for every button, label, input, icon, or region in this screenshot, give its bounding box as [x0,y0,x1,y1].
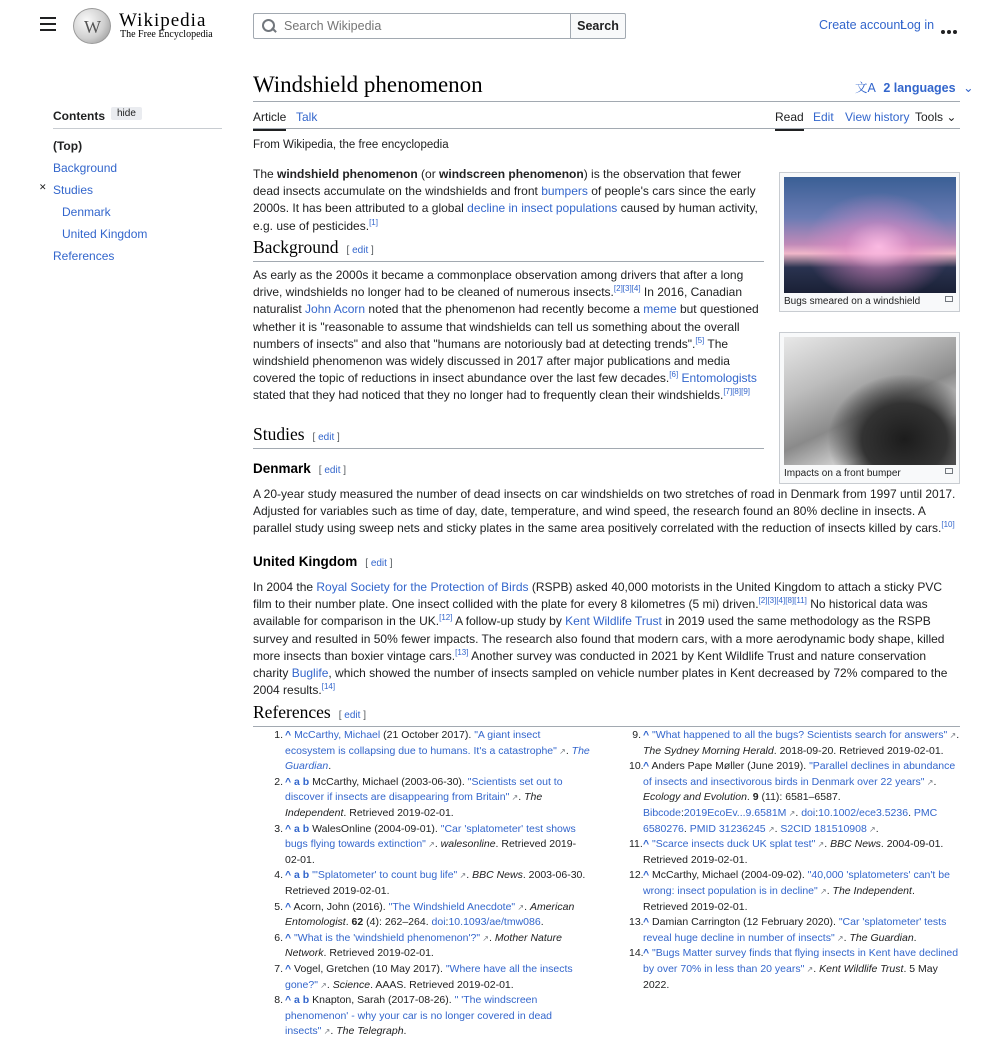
tabs-divider [253,128,960,129]
bibcode-link[interactable]: 2019EcoEv...9.6581M ↗ [684,807,795,819]
entomologists-link[interactable]: Entomologists [681,371,757,386]
reference-link[interactable]: "Scarce insects duck UK splat test" ↗ [649,838,824,850]
section-heading-united-kingdom: United Kingdom [ edit ] [253,554,393,569]
figure-caption: Bugs smeared on a windshield [784,296,955,307]
author-link[interactable]: McCarthy, Michael [294,729,381,741]
section-heading-references: References [ edit ] [253,702,960,727]
backlink[interactable]: ^ [285,729,292,741]
citation-link[interactable]: [6] [669,370,679,380]
toc-item-top[interactable]: (Top) [53,139,83,153]
citation-link[interactable]: [5] [695,335,705,345]
reference-item: 14. ^ "Bugs Matter survey finds that flying insects in Kent have declined by over 70% in less than 20 years" ↗ . Kent Wildlife Trust. 5 May 2022. [643,946,960,993]
search-icon [262,19,276,33]
reference-link[interactable]: "'Splatometer' to count bug life" ↗ [309,869,466,881]
reference-item: 11. ^ "Scarce insects duck UK splat test" ↗ . BBC News. 2004-09-01. Retrieved 2019-02-01. [643,837,960,868]
doi-label-link[interactable]: doi [801,806,816,819]
reference-link[interactable]: "The Windshield Anecdote" ↗ [389,901,524,913]
figure-bumper[interactable] [779,332,960,484]
language-icon: 文A [855,81,876,95]
background-paragraph: As early as the 2000s it became a commonplace observation among drivers that after a long drive, windshields no longer had to be cleaned of numerous insects.[2][3][4] In 2016, Canadian naturalist John Acorn noted that the phenomenon had recently become a meme but questioned whether it is "reasonable to assume that windshields can tell us something about the overall numbers of insects" and also that "humans are notoriously bad at detecting trends".[5] The windshield phenomenon was widely discussed in 2017 after major publications and media covered the topic of reductions in insect abundance over the last few decades.[6] Entomologists stated that they had noticed that they no longer had to frequently clean their windshields.[7][8][9] [253,268,759,403]
edit-link[interactable]: edit [352,245,369,256]
citation-link[interactable]: [13] [455,647,469,657]
wikipedia-globe-logo[interactable] [73,8,111,44]
john-acorn-link[interactable]: John Acorn [305,302,366,317]
search-input[interactable] [282,18,562,34]
toc-hide-button[interactable]: hide [111,107,142,120]
tools-label: Tools [915,110,944,124]
reference-item: 12. ^ McCarthy, Michael (2004-09-02). "40,000 'splatometers' can't be wrong: insect population is in decline" ↗ . The Independent. Retrieved 2019-02-01. [643,868,960,915]
citation-link[interactable]: [14] [321,682,336,692]
uk-paragraph: In 2004 the Royal Society for the Protection of Birds (RSPB) asked 40,000 motorists in the United Kingdom to attach a sticky PVC film to their number plate. One insect collided with the plate for every 8 kilometres (5 mi) driven.[2][3][4][8][11] No historical data was available for comparison in the UK.[12] A follow-up study by Kent Wildlife Trust in 2019 used the same methodology as the RSPB survey and resulted in 50% fewer impacts. The research also found that modern cars, with a more aerodynamic body shape, killed more insects than boxier vintage cars.[13] Another survey was conducted in 2021 by Kent Wildlife Trust and nature conservation charity Buglife, which showed the number of insects sampled on vehicle number plates in Kent decreased by 72% compared to the 2004 results.[14] [253,580,948,698]
toc-item-background[interactable]: Background [53,161,118,175]
section-heading-denmark: Denmark [ edit ] [253,461,347,476]
buglife-link[interactable]: Buglife [291,666,329,681]
reference-item: 9. ^ "What happened to all the bugs? Scientists search for answers" ↗ . The Sydney Morning Herald. 2018-09-20. Retrieved 2019-02-01. [643,728,960,759]
enlarge-icon[interactable] [945,296,953,302]
s2cid-label-link[interactable]: S2CID [780,822,812,835]
reference-link[interactable]: "Car 'splatometer' test shows bugs flying towards extinction" ↗ [285,823,576,851]
insect-decline-link[interactable]: decline in insect populations [467,201,618,216]
windshield-image[interactable] [784,177,956,293]
search-button[interactable]: Search [570,13,626,39]
reference-link[interactable]: " 'The windscreen phenomenon' - why your car is no longer covered in dead insects" ↗ [285,994,552,1037]
backlink[interactable]: ^ a b [285,869,310,882]
reference-link[interactable]: "Where have all the insects gone?" ↗ [285,963,573,991]
bumpers-link[interactable]: bumpers [541,184,588,199]
tab-talk[interactable]: Talk [296,110,318,124]
references-list-left [274,728,590,1040]
toc-item-united-kingdom[interactable]: United Kingdom [62,227,148,241]
toc-item-references[interactable]: References [53,249,115,263]
reference-link[interactable]: "What is the 'windshield phenomenon'?" ↗ [291,932,489,944]
tab-article[interactable]: Article [253,110,286,131]
toc-item-denmark[interactable]: Denmark [62,205,111,219]
citation-link[interactable]: [1] [369,217,378,227]
reference-item: 8. ^ a b Knapton, Sarah (2017-08-26). " 'The windscreen phenomenon' - why your car is no longer covered in dead insects" ↗ . The Telegraph. [285,993,590,1040]
figure-caption: Impacts on a front bumper [784,468,955,479]
rspb-link[interactable]: Royal Society for the Protection of Birds [316,580,529,594]
create-account-link[interactable]: Create account [819,18,904,32]
backlink[interactable]: ^ [643,729,650,741]
page-title: Windshield phenomenon [253,72,483,97]
backlink[interactable]: ^ [643,916,650,929]
doi-link[interactable]: 10.1093/ae/tmw086 [448,916,541,929]
backlink[interactable]: ^ [643,838,650,851]
pmid-link[interactable]: 31236245 ↗ [719,823,775,835]
reference-item: 3. ^ a b WalesOnline (2004-09-01). "Car 'splatometer' test shows bugs flying towards extinction" ↗ . walesonline. Retrieved 2019-02-01. [285,822,590,869]
section-heading-background: Background [ edit ] [253,237,764,262]
backlink[interactable]: ^ a b [285,822,310,835]
section-heading-studies: Studies [ edit ] [253,424,764,449]
toc-divider [53,128,222,129]
backlink[interactable]: ^ a b [285,994,310,1007]
main-menu-icon[interactable] [40,17,56,31]
tab-tools[interactable] [915,110,956,124]
reference-item: 13. ^ Damian Carrington (12 February 2020). "Car 'splatometer' tests reveal huge decline in number of insects" ↗ . The Guardian. [643,915,960,946]
more-options-icon[interactable] [941,23,959,37]
log-in-link[interactable]: Log in [900,18,935,32]
pmid-label-link[interactable]: PMID [689,822,716,835]
references-list-right [629,728,960,993]
edit-link[interactable]: edit [344,710,361,721]
edit-link[interactable]: edit [318,432,335,443]
reference-item: 4. ^ a b "'Splatometer' to count bug life" ↗ . BBC News. 2003-06-30. Retrieved 2019-02-01. [285,868,590,899]
meme-link[interactable]: meme [643,302,677,317]
citation-link[interactable]: [12] [439,613,453,623]
reference-link[interactable]: "40,000 'splatometers' can't be wrong: insect population is in decline" ↗ [643,869,950,897]
edit-link[interactable]: edit [324,465,341,476]
reference-item: 7. ^ Vogel, Gretchen (10 May 2017). "Where have all the insects gone?" ↗ . Science. AAAS. Retrieved 2019-02-01. [285,962,590,993]
citation-link[interactable]: [2][3][4][8][11] [758,596,807,606]
toc-expand-icon[interactable]: ✕ [39,182,47,192]
bibcode-label-link[interactable]: Bibcode [643,806,681,819]
figure-windshield[interactable] [779,172,960,312]
reference-item: 6. ^ "What is the 'windshield phenomenon'?" ↗ . Mother Nature Network. Retrieved 2019-02-01. [285,931,590,962]
doi-link[interactable]: 10.1002/ece3.5236 [818,806,909,819]
tab-view-history[interactable]: View history [845,110,910,124]
language-count: 2 languages [883,81,956,95]
bumper-image[interactable] [784,337,956,465]
intro-paragraph: The windshield phenomenon (or windscreen phenomenon) is the observation that fewer dead insects accumulate on the windshields and front bumpers of people's cars since the early 2000s. It has been attributed to a global decline in insect populations caused by human activity, e.g. use of pesticides.[1] [253,167,758,233]
citation-link[interactable]: [2][3][4] [613,284,641,294]
reference-link[interactable]: "Car 'splatometer' tests reveal huge decline in number of insects" ↗ [643,916,946,944]
reference-item: 1. ^ McCarthy, Michael (21 October 2017). "A giant insect ecosystem is collapsing due to humans. It's a catastrophe" ↗ . The Guardian. [285,728,590,775]
backlink[interactable]: ^ [285,962,292,975]
denmark-paragraph: A 20-year study measured the number of dead insects on car windshields on two stretches of road in Denmark from 1997 until 2017. Adjusted for variables such as time of day, date, temperature, and wind speed, the research found an 80% decline in insects. A parallel study using sweep nets and sticky plates in the same area positively correlated with the reduction of insects killed by cars.[10] [253,487,956,536]
backlink[interactable]: ^ a b [285,775,310,788]
citation-link[interactable]: [10] [941,520,955,530]
edit-link[interactable]: edit [370,558,387,569]
chevron-down-icon: ⌄ [963,81,974,95]
reference-link[interactable]: "What happened to all the bugs? Scientists search for answers" ↗ [649,729,956,741]
pmc-link[interactable]: 6580276 [643,822,684,835]
backlink[interactable]: ^ [285,931,292,944]
tab-read[interactable]: Read [775,110,804,131]
wikipedia-tagline: The Free Encyclopedia [120,29,213,40]
chevron-down-icon: ⌄ [946,110,957,124]
toc-item-studies[interactable]: Studies [53,183,94,197]
pmc-label-link[interactable]: PMC [913,806,938,819]
reference-link[interactable]: "Scientists set out to discover if insects are disappearing from Britain" ↗ [285,776,563,804]
page-tagline: From Wikipedia, the free encyclopedia [253,139,449,151]
toc-heading: Contents [53,109,105,123]
kent-wildlife-trust-link[interactable]: Kent Wildlife Trust [565,614,662,629]
publisher-link[interactable]: The Guardian [285,744,590,773]
search-box[interactable] [253,13,571,39]
reference-item: 10. ^ Anders Pape Møller (June 2019). "Parallel declines in abundance of insects and insectivorous birds in Denmark over 22 years" ↗ . Ecology and Evolution. 9 (11): 6581–6587. Bibcode:2019EcoEv...9.6581M ↗ . doi:10.1002/ece3.5236. PMC 6580276. PMID 31236245 ↗ . S2CID 181510908 ↗ . [643,759,960,837]
reference-item: 5. ^ Acorn, John (2016). "The Windshield Anecdote" ↗ . American Entomologist. 62 (4): 262–264. doi:10.1093/ae/tmw086. [285,900,590,931]
reference-link[interactable]: "Bugs Matter survey finds that flying insects in Kent have declined by over 70% in less than 20 years" ↗ [643,947,958,975]
title-divider [253,101,960,102]
reference-item: 2. ^ a b McCarthy, Michael (2003-06-30). "Scientists set out to discover if insects are disappearing from Britain" ↗ . The Independent. Retrieved 2019-02-01. [285,775,590,822]
doi-label-link[interactable]: doi [431,916,446,929]
language-button[interactable] [855,78,974,96]
backlink[interactable]: ^ [643,947,650,960]
s2cid-link[interactable]: 181510908 ↗ [814,823,876,835]
backlink[interactable]: ^ [643,760,650,773]
backlink[interactable]: ^ [643,869,650,882]
wikipedia-wordmark[interactable]: Wikipedia [119,10,207,31]
citation-link[interactable]: [7][8][9] [723,387,750,397]
enlarge-icon[interactable] [945,468,953,474]
reference-link[interactable]: "A giant insect ecosystem is collapsing due to humans. It's a catastrophe" ↗ [285,729,566,757]
backlink[interactable]: ^ [285,900,292,913]
reference-link[interactable]: "Parallel declines in abundance of insects and insectivorous birds in Denmark over 22 years" ↗ [643,760,955,788]
tab-edit[interactable]: Edit [813,110,834,124]
